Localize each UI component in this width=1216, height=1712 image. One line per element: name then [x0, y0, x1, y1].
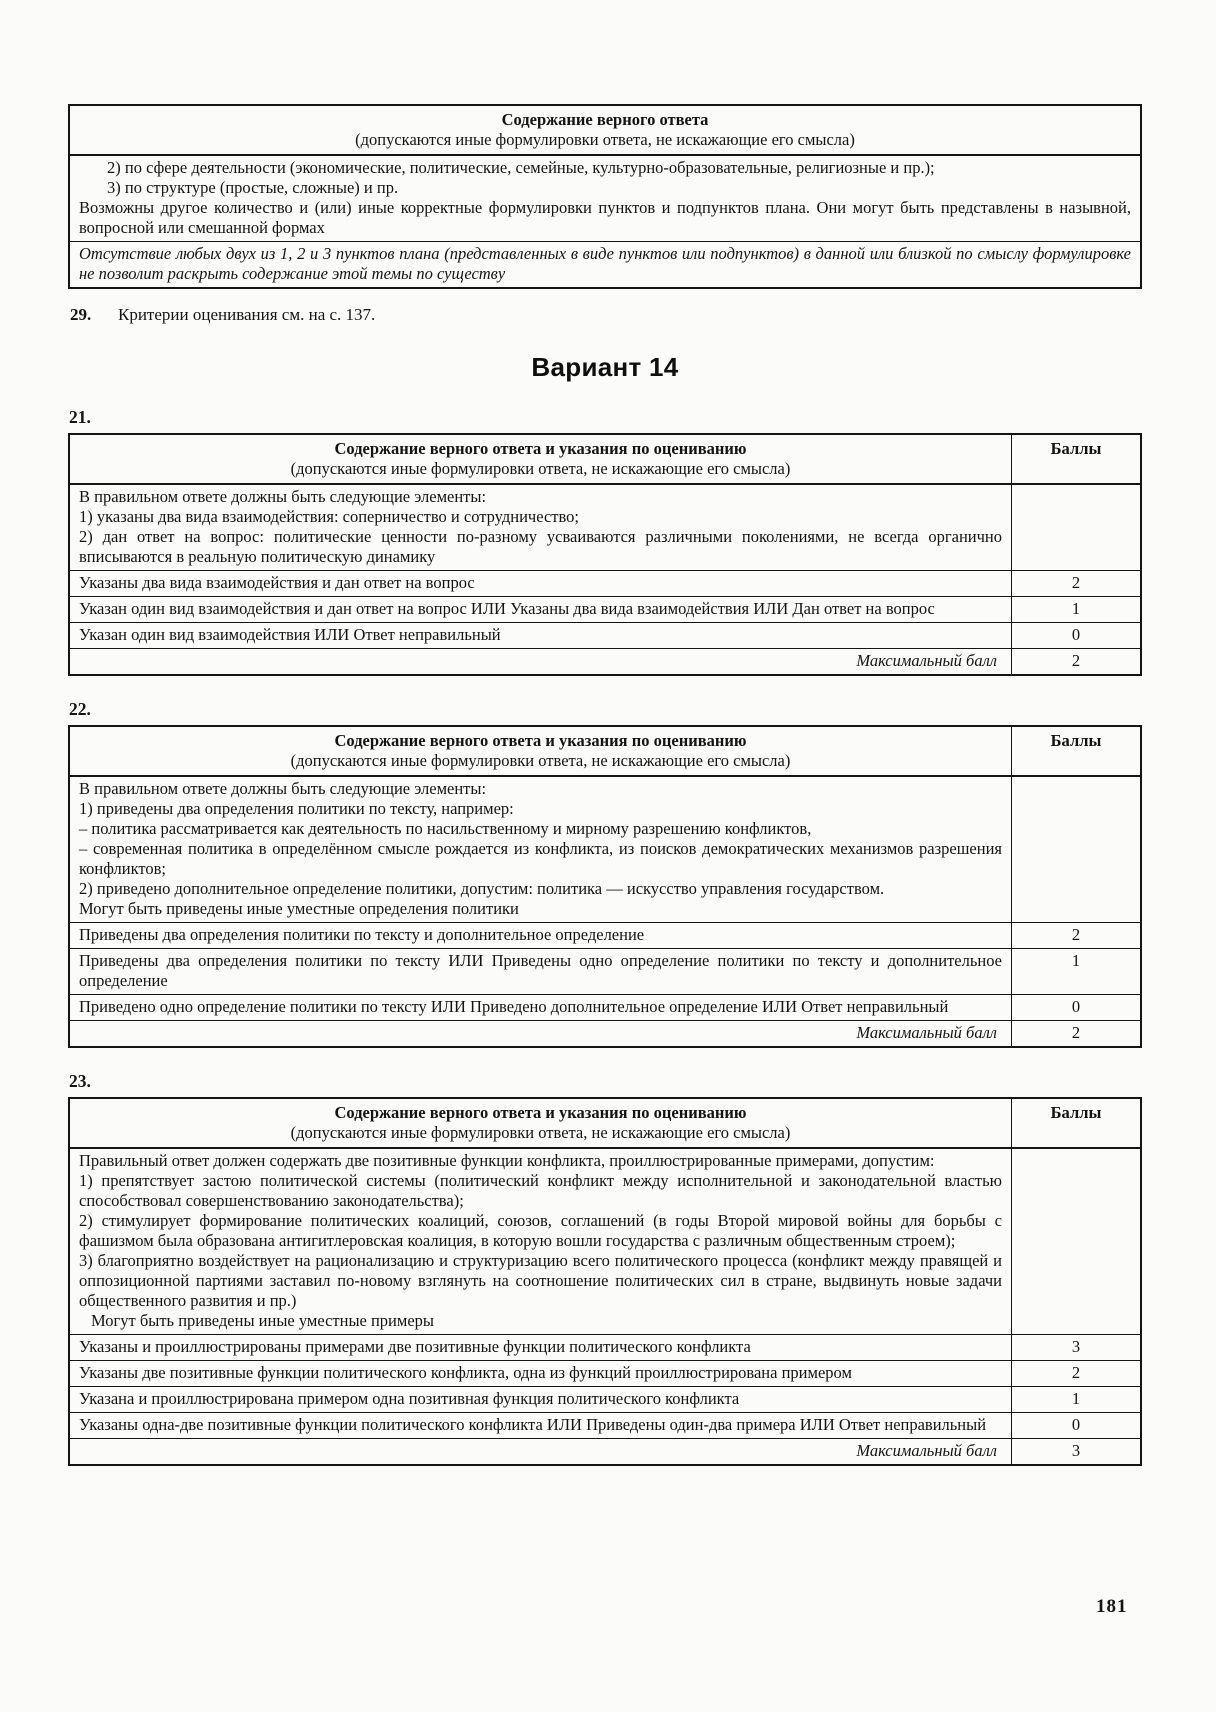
table-header-note: (допускаются иные формулировки ответа, не искажающие его смысла)	[290, 751, 791, 770]
task-22-table	[68, 725, 1142, 1048]
points-header-cell: Баллы	[1012, 1098, 1142, 1148]
points-header-cell: Баллы	[1012, 726, 1142, 776]
table-header-cell	[69, 434, 1012, 484]
item-29-text: Критерии оценивания см. на с. 137.	[118, 305, 376, 324]
criterion-points: 3	[1012, 1335, 1142, 1361]
plan-item: 2) по сфере деятельности (экономические, политические, семейные, культурно-образовательные, религиозные и пр.);	[107, 158, 935, 177]
criterion-text: Приведено одно определение политики по тексту ИЛИ Приведено дополнительное определение ИЛИ Ответ неправильный	[69, 995, 1012, 1021]
table-row	[69, 1021, 1141, 1048]
answer-line: Правильный ответ должен содержать две позитивные функции конфликта, проиллюстрированные примерами, допустим:	[79, 1151, 935, 1170]
table-row	[69, 949, 1141, 995]
item-29	[70, 305, 1142, 325]
table-row	[69, 484, 1141, 571]
table-row	[69, 649, 1141, 676]
table-header-cell	[69, 1098, 1012, 1148]
answer-line: 1) приведены два определения политики по тексту, например:	[79, 799, 514, 818]
criterion-text: Указаны две позитивные функции политического конфликта, одна из функций проиллюстрирована примером	[69, 1361, 1012, 1387]
table-row	[69, 1148, 1141, 1335]
table-row	[69, 1098, 1141, 1148]
answer-line: 2) дан ответ на вопрос: политические ценности по-разному усваиваются различными поколениями, не всегда органично вписываются в реальную политическую динамику	[79, 527, 1002, 566]
points-cell	[1012, 1148, 1142, 1335]
table-header-note: (допускаются иные формулировки ответа, не искажающие его смысла)	[355, 130, 855, 149]
max-score-value: 2	[1012, 1021, 1142, 1048]
criterion-text: Приведены два определения политики по тексту ИЛИ Приведены одно определение политики по тексту и дополнительное определение	[69, 949, 1012, 995]
criterion-points: 2	[1012, 1361, 1142, 1387]
criterion-text: Указана и проиллюстрирована примером одна позитивная функция политического конфликта	[69, 1387, 1012, 1413]
plan-item: 3) по структуре (простые, сложные) и пр.	[107, 178, 399, 197]
criterion-points: 1	[1012, 949, 1142, 995]
max-score-label: Максимальный балл	[69, 649, 1012, 676]
criterion-text: Указаны и проиллюстрированы примерами две позитивные функции политического конфликта	[69, 1335, 1012, 1361]
table-row	[69, 597, 1141, 623]
criterion-points: 0	[1012, 623, 1142, 649]
plan-note: Возможны другое количество и (или) иные корректные формулировки пунктов и подпунктов плана. Они могут быть представлены в назывной, вопросной или смешанной формах	[79, 198, 1131, 237]
table-header-title: Содержание верного ответа	[501, 110, 709, 129]
table-row	[69, 155, 1141, 242]
table-header-title: Содержание верного ответа и указания по оцениванию	[334, 731, 747, 750]
table-header-title: Содержание верного ответа и указания по оцениванию	[334, 439, 747, 458]
answer-line: Могут быть приведены иные уместные определения политики	[79, 899, 519, 918]
table-row	[69, 434, 1141, 484]
answer-line: – современная политика в определённом смысле рождается из конфликта, из поисков демократических механизмов разрешения конфликтов;	[79, 839, 1002, 878]
task-21-number: 21.	[69, 407, 91, 427]
table-row	[69, 923, 1141, 949]
criterion-text: Указан один вид взаимодействия и дан ответ на вопрос ИЛИ Указаны два вида взаимодействия ИЛИ Дан ответ на вопрос	[69, 597, 1012, 623]
table-row	[69, 105, 1141, 155]
answer-line: – политика рассматривается как деятельность по насильственному и мирному разрешению конфликтов,	[79, 819, 812, 838]
criterion-points: 0	[1012, 995, 1142, 1021]
task-21-table	[68, 433, 1142, 676]
answer-cell	[69, 155, 1141, 242]
criterion-text: Приведены два определения политики по тексту и дополнительное определение	[69, 923, 1012, 949]
points-header-cell: Баллы	[1012, 434, 1142, 484]
max-score-value: 3	[1012, 1439, 1142, 1466]
criterion-points: 2	[1012, 923, 1142, 949]
table-row	[69, 1387, 1141, 1413]
table-header-cell	[69, 726, 1012, 776]
answer-cell	[69, 776, 1012, 923]
variant-title: Вариант 14	[531, 352, 679, 382]
table-row	[69, 726, 1141, 776]
answer-line: 2) приведено дополнительное определение политики, допустим: политика — искусство управления государством.	[79, 879, 885, 898]
task-22-number: 22.	[69, 699, 91, 719]
answer-line: В правильном ответе должны быть следующие элементы:	[79, 487, 487, 506]
task-23-table	[68, 1097, 1142, 1466]
page-text-block	[68, 104, 1142, 1466]
max-score-value: 2	[1012, 649, 1142, 676]
points-cell	[1012, 484, 1142, 571]
item-29-number: 29.	[70, 305, 92, 324]
answer-line: 2) стимулирует формирование политических коалиций, союзов, соглашений (в годы Второй мировой войны для борьбы с фашизмом была образована антигитлеровская коалиция, в которую вошли государства с различным общественным строем);	[79, 1211, 1002, 1250]
points-cell	[1012, 776, 1142, 923]
answer-line: 3) благоприятно воздействует на рационализацию и структуризацию всего политического процесса (конфликт между правящей и оппозиционной партиями заставил по-новому взглянуть на соотношение политических сил в стране, выдвинуть новые задачи общественного развития и пр.)	[79, 1251, 1002, 1310]
answer-line: В правильном ответе должны быть следующие элементы:	[79, 779, 487, 798]
max-score-label: Максимальный балл	[69, 1439, 1012, 1466]
task-23-number: 23.	[69, 1071, 91, 1091]
criterion-text: Указаны одна-две позитивные функции политического конфликта ИЛИ Приведены один-два примера ИЛИ Ответ неправильный	[69, 1413, 1012, 1439]
table-header-title: Содержание верного ответа и указания по оцениванию	[334, 1103, 747, 1122]
table-row	[69, 995, 1141, 1021]
answer-cell	[69, 484, 1012, 571]
max-score-label: Максимальный балл	[69, 1021, 1012, 1048]
table-header-cell	[69, 105, 1141, 155]
table-header-note: (допускаются иные формулировки ответа, не искажающие его смысла)	[290, 459, 791, 478]
answer-cell	[69, 1148, 1012, 1335]
table-row	[69, 242, 1141, 289]
answer-line: 1) препятствует застою политической системы (политический конфликт между исполнительной и законодательной властью способствовал совершенствованию законодательства);	[79, 1171, 1002, 1210]
table-row	[69, 776, 1141, 923]
criterion-points: 0	[1012, 1413, 1142, 1439]
table-row	[69, 1335, 1141, 1361]
answer-line: 1) указаны два вида взаимодействия: соперничество и сотрудничество;	[79, 507, 580, 526]
criterion-points: 1	[1012, 597, 1142, 623]
table-row	[69, 1413, 1141, 1439]
criterion-text: Указан один вид взаимодействия ИЛИ Ответ неправильный	[69, 623, 1012, 649]
criterion-text: Указаны два вида взаимодействия и дан ответ на вопрос	[69, 571, 1012, 597]
criterion-points: 1	[1012, 1387, 1142, 1413]
table-row	[69, 571, 1141, 597]
plan-criteria-table	[68, 104, 1142, 289]
plan-italic-note: Отсутствие любых двух из 1, 2 и 3 пунктов плана (представленных в виде пунктов или подпунктов) в данной или близкой по смыслу формулировке не позволит раскрыть содержание этой темы по существу	[69, 242, 1141, 289]
table-row	[69, 1361, 1141, 1387]
criterion-points: 2	[1012, 571, 1142, 597]
table-header-note: (допускаются иные формулировки ответа, не искажающие его смысла)	[290, 1123, 791, 1142]
answer-line: Могут быть приведены иные уместные примеры	[91, 1311, 434, 1330]
page-number: 181	[1096, 1596, 1128, 1617]
table-row	[69, 1439, 1141, 1466]
table-row	[69, 623, 1141, 649]
